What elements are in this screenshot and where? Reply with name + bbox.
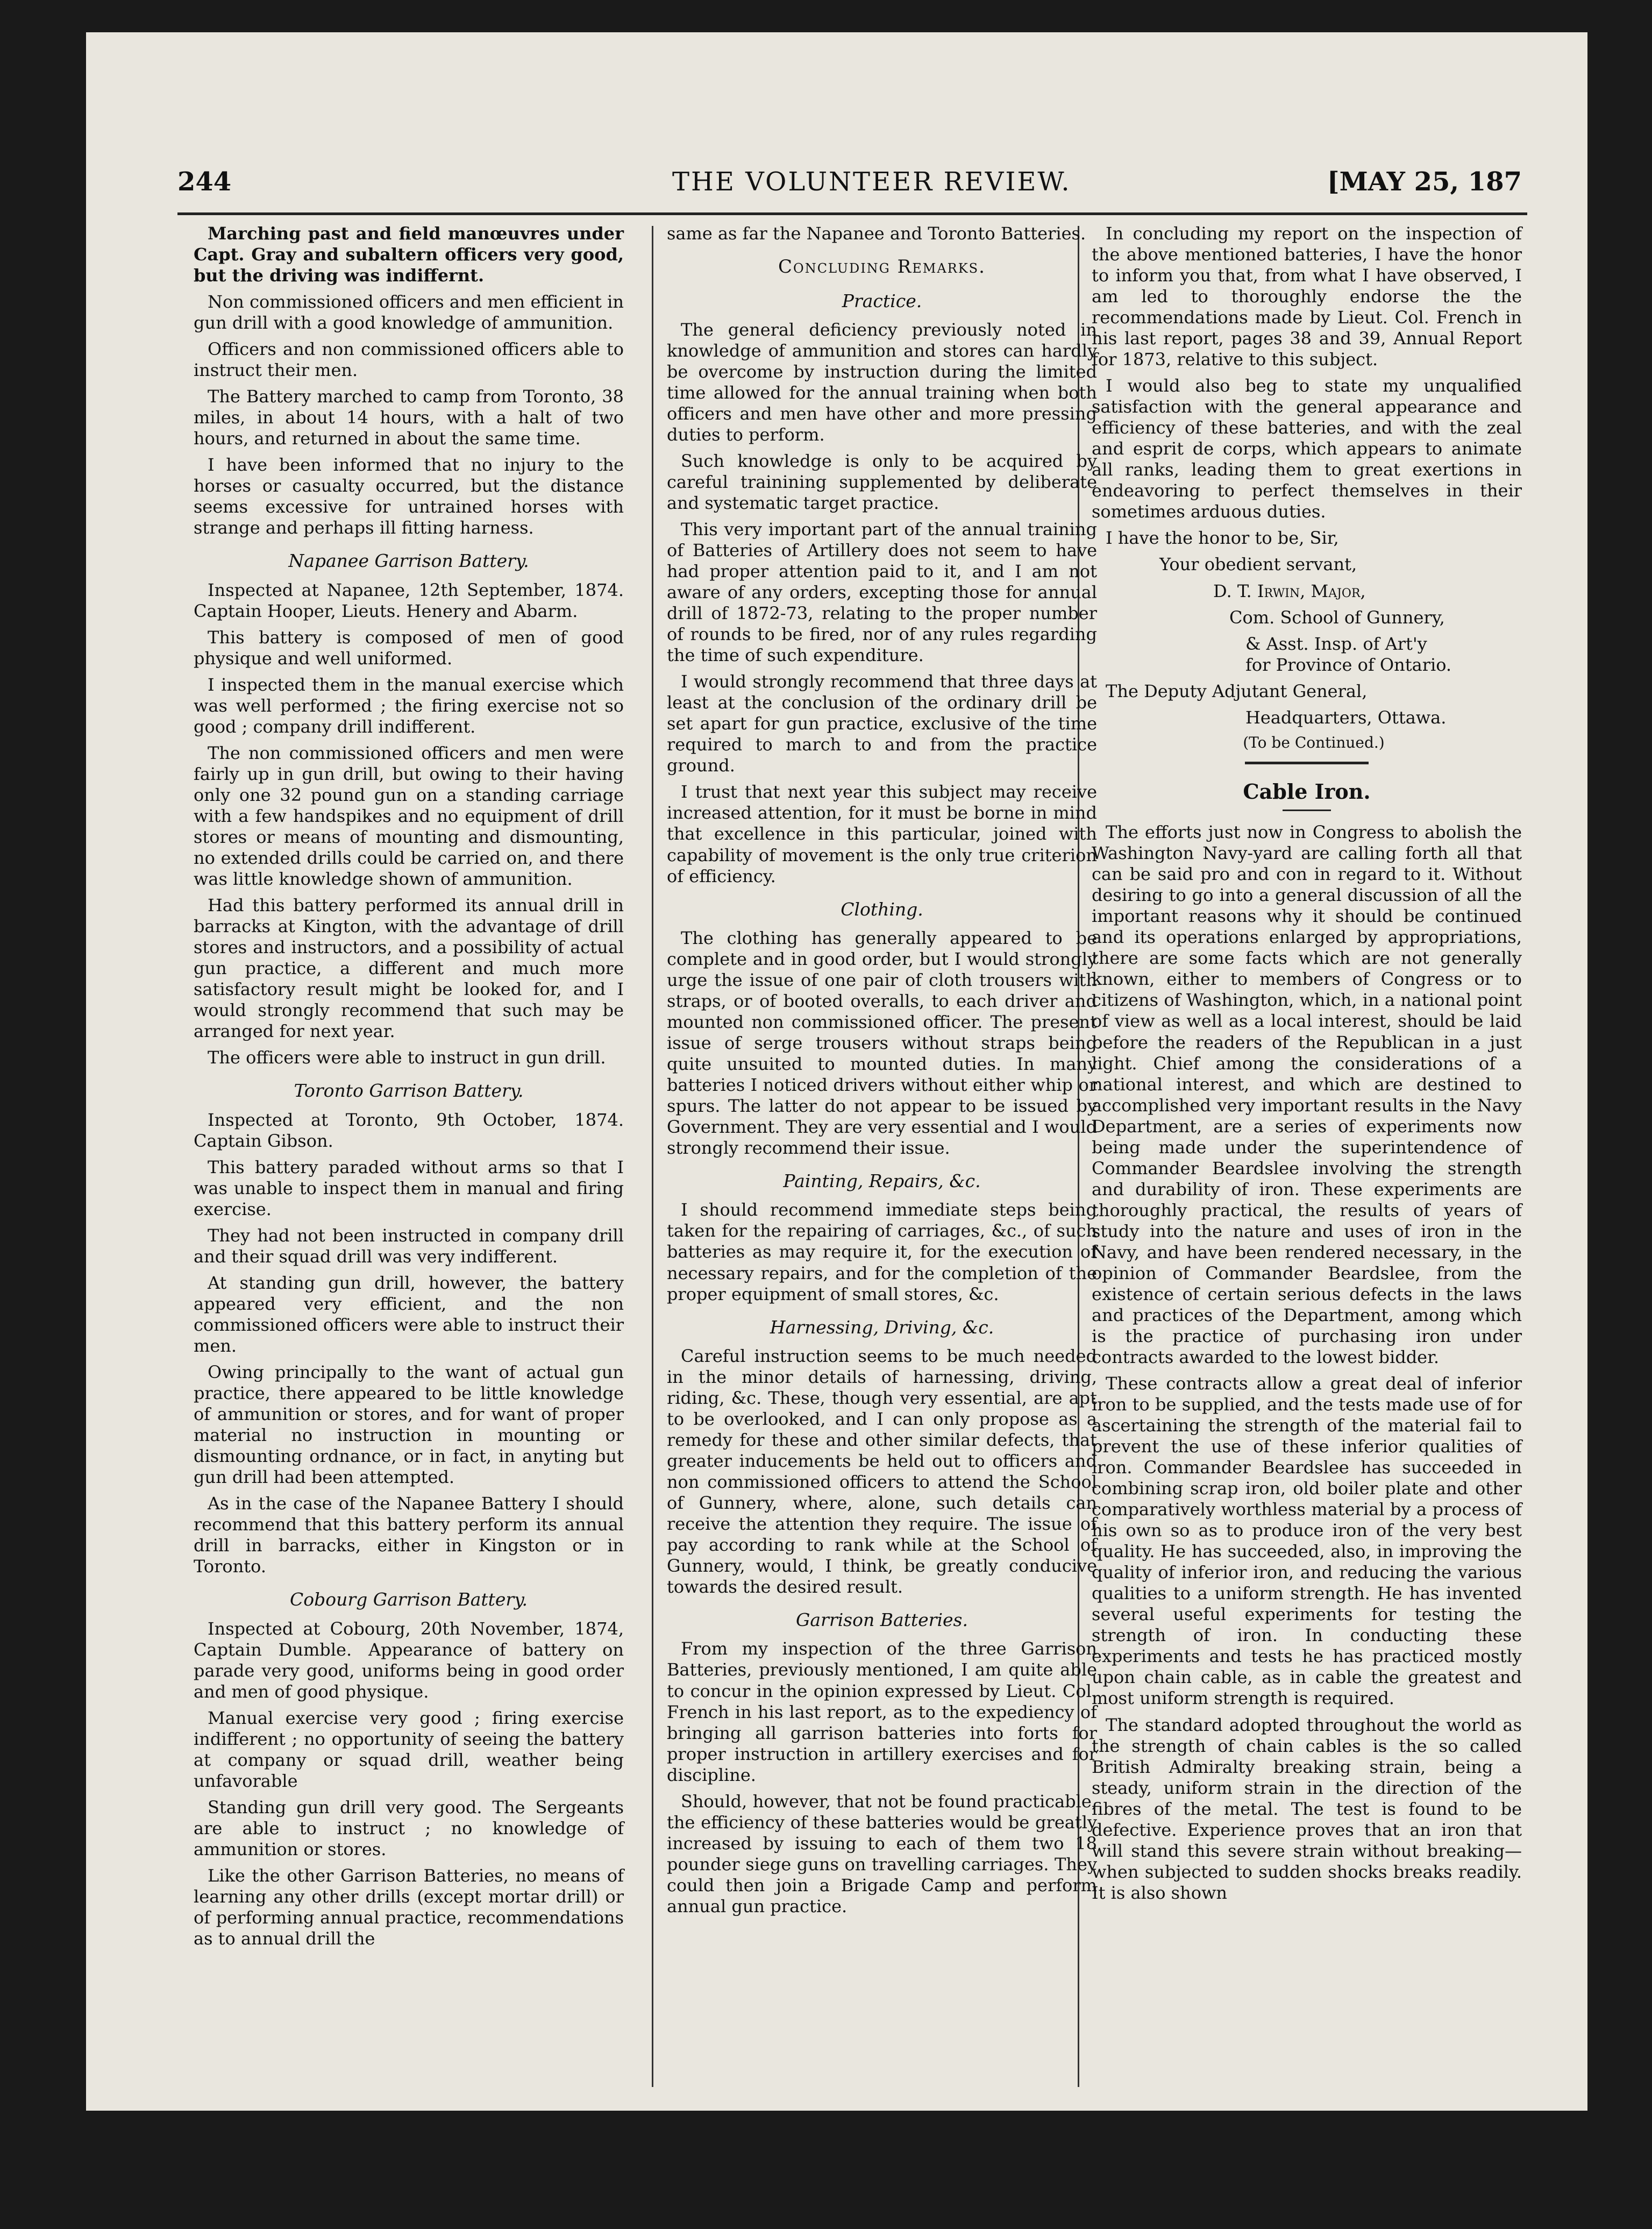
page-header [177,161,1522,210]
scan-border-right [1587,0,1652,2229]
paragraph: Inspected at Toronto, 9th October, 1874. Captain Gibson. [194,1109,624,1151]
continued-note: (To be Continued.) [1243,733,1385,751]
signature-title: for Province of Ontario. [1245,654,1452,675]
subsection-heading: Clothing. [841,898,923,920]
scan-border-left [0,0,86,2229]
paragraph: Officers and non commissioned officers able to instruct their men. [194,339,624,381]
paragraph: The standard adopted throughout the world as the strength of chain cables is the so called British Admiralty breaking strain, being a steady, uniform strain in the direction of the fibres of the metal. The test is found to be defective. Experience proves that an iron that will stand this severe strain without breaking—when subjected to sudden shocks breaks readily. It is also shown [1092,1714,1522,1903]
article-title: Cable Iron. [1243,779,1371,804]
paragraph: Non commissioned officers and men efficient in gun drill with a good knowledge of ammunition. [194,292,624,333]
paragraph: The officers were able to instruct in gun drill. [208,1047,606,1068]
section-heading: Napanee Garrison Battery. [288,550,529,572]
column-2 [667,223,1097,1922]
subsection-heading: Garrison Batteries. [796,1609,968,1631]
signature-name: D. T. Irwin, Major, [1213,580,1366,601]
column-divider [652,226,653,2087]
scan-border-bottom [0,2111,1652,2229]
paragraph: Marching past and field manœuvres under Capt. Gray and subaltern officers very good, but the driving was indiffernt. [194,223,624,286]
header-rule [177,212,1527,215]
paragraph: Careful instruction seems to be much needed in the minor details of harnessing, driving, riding, &c. These, though very essential, are apt to be overlooked, and I can only propose as a remedy for these and other similar defects, that greater inducements be held out to officers and non commissioned officers to attend the School of Gunnery, where, alone, such details can receive the attention they require. The issue of pay according to rank while at the School of Gunnery, would, I think, be greatly conducive towards the desired result. [667,1345,1097,1598]
signature-title: & Asst. Insp. of Art'y [1245,633,1427,654]
paragraph: Owing principally to the want of actual gun practice, there appeared to be little knowledge of ammunition or stores, and for want of proper material no instruction in mounting or dismounting ordnance, or in fact, in anyting but gun drill had been attempted. [194,1361,624,1488]
paragraph: I would strongly recommend that three days at least at the conclusion of the ordinary drill be set apart for gun practice, exclusive of the time required to march to and from the practice ground. [667,671,1097,776]
paragraph: Should, however, that not be found practicable, the efficiency of these batteries would be greatly increased by issuing to each of them two 18 pounder siege guns on travelling carriages. They could then join a Brigade Camp and perform annual gun practice. [667,1791,1097,1916]
page-number: 244 [177,167,232,197]
section-heading: Concluding Remarks. [778,256,986,278]
paragraph: I should recommend immediate steps being taken for the repairing of carriages, &c., of such batteries as may require it, for the execution of necessary repairs, and for the completion of the proper equipment of small stores, &c. [667,1199,1097,1304]
paragraph: This very important part of the annual training of Batteries of Artillery does not seem to have had proper attention paid to it, and I am not aware of any orders, excepting those for annual drill of 1872-73, relating to the proper number of rounds to be fired, nor of any rules regarding the time of such expenditure. [667,519,1097,666]
signature-title: Com. School of Gunnery, [1229,607,1445,628]
paragraph: In concluding my report on the inspection of the above mentioned batteries, I have the honor to inform you that, from what I have observed, I am led to thoroughly endorse the the recommendations made by Lieut. Col. French in his last report, pages 38 and 39, Annual Report for 1873, relative to this subject. [1092,223,1522,370]
paragraph: I have been informed that no injury to the horses or casualty occurred, but the distance seems excessive for untrained horses with strange and perhaps ill fitting harness. [194,455,624,538]
column-3 [1092,223,1522,1909]
paragraph: Manual exercise very good ; firing exercise indifferent ; no opportunity of seeing the battery at company or squad drill, weather being unfavorable [194,1707,624,1791]
subsection-heading: Practice. [842,290,922,311]
paragraph: I would also beg to state my unqualified satisfaction with the general appearance and efficiency of these batteries, and with the zeal and esprit de corps, which appears to animate all ranks, leading them to great exertions in endeavoring to perfect themselves in their sometimes arduous duties. [1092,375,1522,522]
paragraph: Standing gun drill very good. The Sergeants are able to instruct ; no knowledge of ammunition or stores. [194,1797,624,1859]
paragraph: These contracts allow a great deal of inferior iron to be supplied, and the tests made use of for ascertaining the strength of the material fail to prevent the use of these inferior qualities of iron. Commander Beardslee has succeeded in combining scrap iron, old boiler plate and other comparatively worthless material by a process of his own so as to produce iron of the very best quality. He has succeeded, also, in improving the quality of inferior iron, and reducing the various qualities to a uniform strength. He has invented several useful experiments for testing the strength of iron. In conducting these experiments and tests he has practiced mostly upon chain cable, as in cable the greatest and most uniform strength is required. [1092,1373,1522,1709]
column-1 [194,223,624,1955]
subsection-heading: Painting, Repairs, &c. [783,1170,981,1192]
addressee: The Deputy Adjutant General, [1106,680,1368,701]
paragraph: They had not been instructed in company drill and their squad drill was very indifferent. [194,1225,624,1267]
title-rule [1283,810,1331,811]
paragraph: Such knowledge is only to be acquired by careful trainining supplemented by deliberate and systematic target practice. [667,450,1097,513]
paragraph: Inspected at Napanee, 12th September, 1874. Captain Hooper, Lieuts. Henery and Abarm. [194,579,624,621]
addressee-location: Headquarters, Ottawa. [1245,707,1447,728]
page-title: THE VOLUNTEER REVIEW. [672,167,1071,197]
paragraph: same as far the Napanee and Toronto Batteries. [667,223,1086,244]
paragraph: As in the case of the Napanee Battery I should recommend that this battery perform its annual drill in barracks, either in Kingston or in Toronto. [194,1493,624,1577]
paragraph: The clothing has generally appeared to be complete and in good order, but I would strongly urge the issue of one pair of cloth trousers with straps, or of booted overalls, to each driver and mounted non commissioned officer. The present issue of serge trousers without straps being quite unsuited to mounted duties. In many batteries I noticed drivers without either whip or spurs. The latter do not appear to be issued by Government. They are very essential and I would strongly recommend their issue. [667,927,1097,1159]
paragraph: I inspected them in the manual exercise which was well performed ; the firing exercise not so good ; company drill indifferent. [194,674,624,737]
paragraph: Had this battery performed its annual drill in barracks at Kington, with the advantage of drill stores and instructors, and a possibility of actual gun practice, a different and much more satisfactory result might be looked for, and I would strongly recommend that such may be arranged for next year. [194,895,624,1042]
section-heading: Toronto Garrison Battery. [294,1080,524,1102]
subsection-heading: Harnessing, Driving, &c. [770,1316,994,1338]
section-heading: Cobourg Garrison Battery. [290,1589,528,1610]
paragraph: The non commissioned officers and men were fairly up in gun drill, but owing to their having only one 32 pound gun on a standing carriage with a few handspikes and no equipment of drill stores or means of mounting and dismounting, no extended drills could be carried on, and there was little knowledge shown of ammunition. [194,742,624,890]
issue-date: [MAY 25, 187 [1327,167,1522,197]
paragraph: At standing gun drill, however, the battery appeared very efficient, and the non commissioned officers were able to instruct their men. [194,1272,624,1356]
signature-opening: I have the honor to be, Sir, [1106,528,1339,549]
paragraph: From my inspection of the three Garrison Batteries, previously mentioned, I am quite able to concur in the opinion expressed by Lieut. Col. French in his last report, as to the expediency of bringing all garrison batteries into forts for proper instruction in artillery exercises and for discipline. [667,1638,1097,1785]
paragraph: The efforts just now in Congress to abolish the Washington Navy-yard are calling forth all that can be said pro and con in regard to it. Without desiring to go into a general discussion of all the important reasons why it should be continued and its operations enlarged by appropriations, there are some facts which are not generally known, either to members of Congress or to citizens of Washington, which, in a national point of view as well as a local interest, should be laid before the readers of the Republican in a just light. Chief among the considerations of a national interest, and which are destined to accomplished very important results in the Navy Department, are a series of experiments now being made under the superintendence of Commander Beardslee involving the strength and durability of iron. These experiments are thoroughly practical, the results of years of study into the nature and uses of iron in the Navy, and have been rendered necessary, in the opinion of Commander Beardslee, from the existence of certain serious defects in the laws and practices of the Department, among which is the practice of purchasing iron under contracts awarded to the lowest bidder. [1092,822,1522,1367]
paragraph: This battery is composed of men of good physique and well uniformed. [194,627,624,669]
paragraph: This battery paraded without arms so that I was unable to inspect them in manual and firing exercise. [194,1156,624,1219]
scan-border-top [0,0,1652,32]
paragraph: The Battery marched to camp from Toronto, 38 miles, in about 14 hours, with a halt of two hours, and returned in about the same time. [194,386,624,449]
paragraph: The general deficiency previously noted in knowledge of ammunition and stores can hardly be overcome by instruction during the limited time allowed for the annual training when both officers and men have other and more pressing duties to perform. [667,319,1097,445]
section-rule [1245,762,1369,764]
signature-closing: Your obedient servant, [1159,554,1357,575]
paragraph: Like the other Garrison Batteries, no means of learning any other drills (except mortar drill) or of performing annual practice, recommendations as to annual drill the [194,1865,624,1949]
paragraph: Inspected at Cobourg, 20th November, 1874, Captain Dumble. Appearance of battery on parade very good, uniforms being in good order and men of good physique. [194,1618,624,1702]
paragraph: I trust that next year this subject may receive increased attention, for it must be borne in mind that excellence in this particular, joined with capability of movement is the only true criterion of efficiency. [667,782,1097,886]
